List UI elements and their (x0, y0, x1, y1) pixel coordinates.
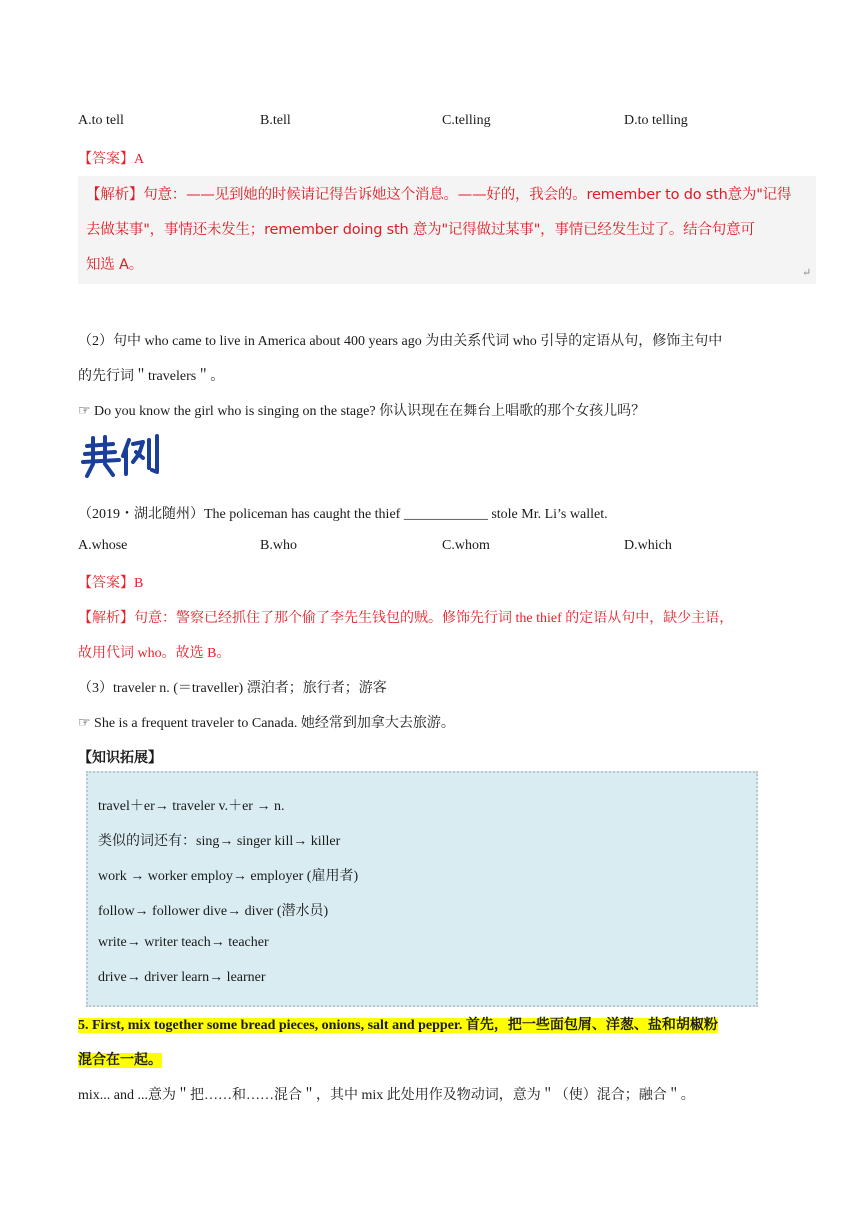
item5-sentence-line: 混合在一起。 (78, 1053, 162, 1068)
q1-explain-line: 知选 A。 (86, 257, 144, 273)
q1-option-d: D.to telling (624, 113, 688, 128)
q1-options (78, 113, 778, 133)
paragraph-mark: ↵ (802, 267, 812, 279)
ext-line: work → worker employ→ employer (雇用者) (98, 869, 359, 884)
q2-answer: 【答案】B (78, 576, 144, 591)
q2-explain-line: 故用代词 who。故选 B。 (78, 646, 231, 661)
knowledge-extension-box (86, 771, 758, 1007)
item5-sentence (78, 1014, 718, 1034)
note2-line: 的先行词＂travelers＂。 (78, 369, 225, 384)
q1-explanation-box (78, 176, 816, 284)
note3-line: （3）traveler n. (＝traveller) 漂泊者；旅行者；游客 (78, 681, 387, 696)
q1-option-c: C.telling (442, 113, 491, 128)
note2-line: （2）句中 who came to live in America about 400 years ago 为由关系代词 who 引导的定语从句，修饰主句中 (78, 334, 723, 349)
q2-options (78, 538, 778, 558)
ext-line: drive→ driver learn→ learner (98, 970, 266, 985)
q2-explain-line: 【解析】句意：警察已经抓住了那个偷了李先生钱包的贼。修饰先行词 the thief 的定语从句中，缺少主语， (78, 611, 734, 626)
q2-option-b: B.who (260, 538, 297, 553)
example-seal-logo (79, 432, 163, 480)
q2-stem: （2019・湖北随州）The policeman has caught the thief ____________ stole Mr. Li’s wallet. (78, 507, 608, 522)
q2-option-d: D.which (624, 538, 672, 553)
ext-line: 类似的词还有：sing→ singer kill→ killer (98, 834, 341, 849)
q1-option-b: B.tell (260, 113, 291, 128)
q1-explain-line: 【解析】句意：——见到她的时候请记得告诉她这个消息。——好的，我会的。remember to do sth意为"记得 (86, 187, 792, 203)
q2-option-a: A.whose (78, 538, 128, 553)
ext-line: write→ writer teach→ teacher (98, 935, 269, 950)
q1-answer: 【答案】A (78, 152, 145, 167)
note3-example: ☞ She is a frequent traveler to Canada. 她经常到加拿大去旅游。 (78, 716, 455, 731)
q1-explain-line: 去做某事"，事情还未发生；remember doing sth 意为"记得做过某事"，事情已经发生过了。结合句意可 (86, 222, 755, 238)
item5-note: mix... and ...意为＂把……和……混合＂，其中 mix 此处用作及物动词，意为＂（使）混合；融合＂。 (78, 1088, 695, 1103)
ext-line: travel＋er→ traveler v.＋er → n. (98, 799, 285, 814)
q1-option-a: A.to tell (78, 113, 124, 128)
knowledge-extension-title: 【知识拓展】 (78, 751, 162, 766)
q2-option-c: C.whom (442, 538, 490, 553)
item5-sentence-line: 5. First, mix together some bread pieces, onions, salt and pepper. 首先，把一些面包屑、洋葱、盐和胡椒粉 (78, 1018, 718, 1033)
item5-sentence-cont (78, 1049, 162, 1069)
note2-example: ☞ Do you know the girl who is singing on the stage? 你认识现在在舞台上唱歌的那个女孩儿吗？ (78, 404, 646, 419)
ext-line: follow→ follower dive→ diver (潜水员) (98, 904, 329, 919)
